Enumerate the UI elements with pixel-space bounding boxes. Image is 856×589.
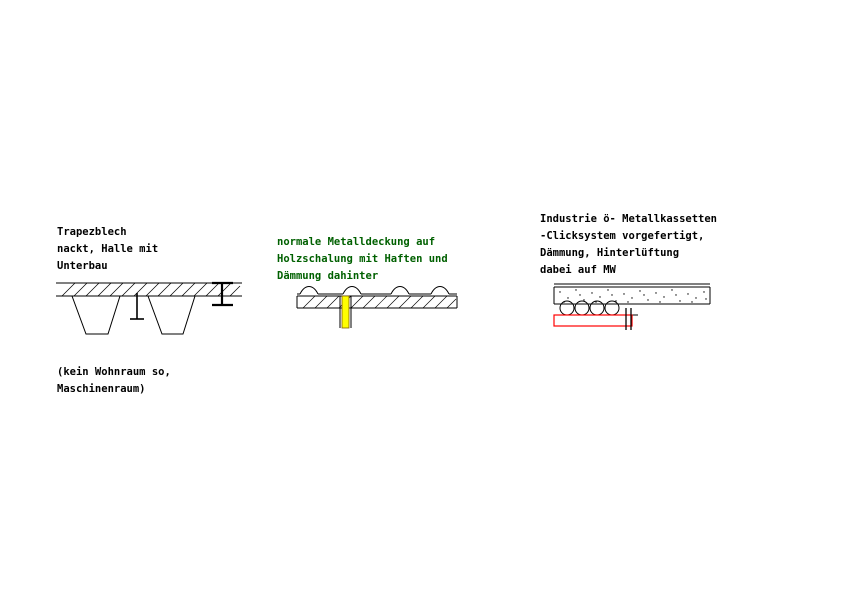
panel-metalldeckung-title-line2: Holzschalung mit Haften und	[277, 253, 448, 265]
panel-trapezblech-title: Trapezblech	[57, 226, 127, 238]
panel-trapezblech-title-line2: nackt, Halle mit	[57, 243, 159, 255]
panel-trapezblech-note-line1: (kein Wohnraum so,	[57, 366, 171, 378]
panel-metallkassetten-title-line1: Industrie ö- Metallkassetten	[540, 213, 718, 225]
panel-metalldeckung-title-line3: Dämmung dahinter	[277, 270, 379, 282]
panel-trapezblech-title-line3: Unterbau	[57, 260, 108, 272]
diagram-metalldeckung	[295, 280, 465, 340]
panel-metallkassetten-title-line2: -Clicksystem vorgefertigt,	[540, 230, 705, 242]
panel-metallkassetten-title-line4: dabei auf MW	[540, 264, 616, 276]
diagram-metallkassetten	[548, 278, 723, 338]
panel-metalldeckung-title-line1: normale Metalldeckung auf	[277, 236, 436, 248]
diagram-trapezblech	[50, 276, 250, 346]
panel-trapezblech-note-line2: Maschinenraum)	[57, 383, 146, 395]
panel-metallkassetten-title-line3: Dämmung, Hinterlüftung	[540, 247, 680, 259]
